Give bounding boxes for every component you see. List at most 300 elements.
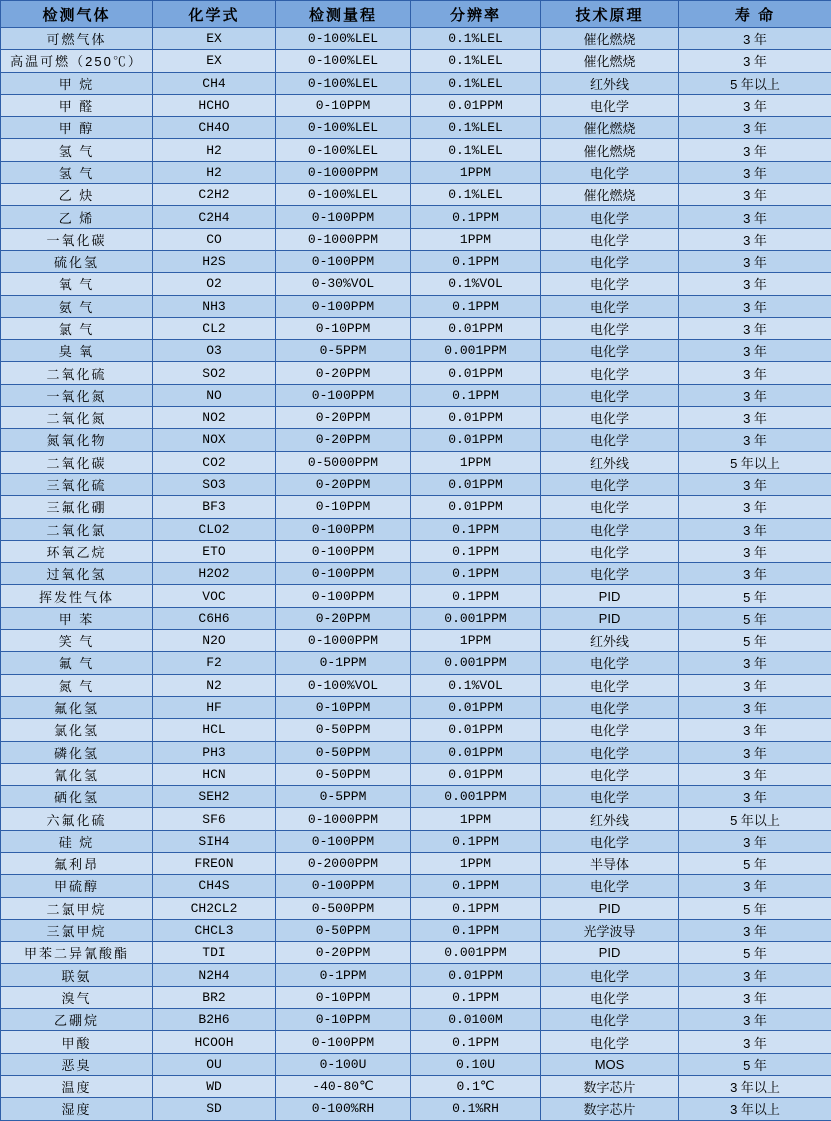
- table-row: [1, 1031, 831, 1053]
- cell-lifetime: 3 年: [679, 986, 831, 1008]
- cell-lifetime: 5 年: [679, 585, 831, 607]
- table-row: [1, 473, 831, 495]
- cell-range: 0-5PPM: [276, 786, 411, 808]
- cell-lifetime: 3 年: [679, 964, 831, 986]
- cell-principle: 电化学: [541, 161, 679, 183]
- cell-lifetime: 3 年: [679, 540, 831, 562]
- cell-formula: VOC: [153, 585, 276, 607]
- cell-lifetime: 3 年: [679, 919, 831, 941]
- cell-principle: 电化学: [541, 273, 679, 295]
- cell-resolution: 0.1PPM: [411, 585, 541, 607]
- cell-gas: 甲硫醇: [1, 875, 153, 897]
- table-row: [1, 719, 831, 741]
- cell-range: 0-1PPM: [276, 964, 411, 986]
- table-row: [1, 674, 831, 696]
- table-row: [1, 630, 831, 652]
- cell-formula: BR2: [153, 986, 276, 1008]
- cell-range: 0-50PPM: [276, 719, 411, 741]
- table-row: [1, 563, 831, 585]
- cell-formula: SD: [153, 1098, 276, 1120]
- cell-range: 0-10PPM: [276, 317, 411, 339]
- cell-range: 0-20PPM: [276, 473, 411, 495]
- cell-lifetime: 3 年: [679, 228, 831, 250]
- table-row: [1, 50, 831, 72]
- cell-formula: HCN: [153, 763, 276, 785]
- cell-formula: NH3: [153, 295, 276, 317]
- cell-lifetime: 3 年: [679, 518, 831, 540]
- cell-gas: 环氧乙烷: [1, 540, 153, 562]
- cell-lifetime: 5 年以上: [679, 72, 831, 94]
- table-row: [1, 1009, 831, 1031]
- cell-range: 0-100PPM: [276, 250, 411, 272]
- cell-lifetime: 3 年: [679, 273, 831, 295]
- cell-resolution: 0.1PPM: [411, 986, 541, 1008]
- cell-gas: 氰化氢: [1, 763, 153, 785]
- table-body: [1, 28, 831, 1121]
- cell-principle: MOS: [541, 1053, 679, 1075]
- cell-resolution: 0.1%VOL: [411, 674, 541, 696]
- cell-lifetime: 3 年: [679, 407, 831, 429]
- cell-resolution: 0.1%RH: [411, 1098, 541, 1120]
- cell-gas: 臭 氧: [1, 340, 153, 362]
- cell-formula: N2: [153, 674, 276, 696]
- table-row: [1, 362, 831, 384]
- cell-resolution: 0.01PPM: [411, 407, 541, 429]
- cell-lifetime: 5 年以上: [679, 451, 831, 473]
- table-row: [1, 117, 831, 139]
- cell-lifetime: 3 年: [679, 763, 831, 785]
- cell-lifetime: 3 年: [679, 206, 831, 228]
- cell-principle: 电化学: [541, 317, 679, 339]
- column-header-range: 检测量程: [276, 1, 411, 28]
- cell-formula: SIH4: [153, 830, 276, 852]
- cell-principle: 电化学: [541, 741, 679, 763]
- table-row: [1, 919, 831, 941]
- cell-range: 0-2000PPM: [276, 852, 411, 874]
- cell-range: 0-1000PPM: [276, 808, 411, 830]
- cell-principle: 数字芯片: [541, 1075, 679, 1097]
- cell-lifetime: 3 年: [679, 250, 831, 272]
- cell-range: 0-10PPM: [276, 696, 411, 718]
- cell-principle: 电化学: [541, 94, 679, 116]
- table-row: [1, 295, 831, 317]
- cell-lifetime: 3 年: [679, 696, 831, 718]
- table-row: [1, 741, 831, 763]
- cell-formula: H2: [153, 139, 276, 161]
- cell-resolution: 0.01PPM: [411, 362, 541, 384]
- table-row: [1, 161, 831, 183]
- table-row: [1, 273, 831, 295]
- cell-formula: NO: [153, 384, 276, 406]
- cell-principle: 电化学: [541, 719, 679, 741]
- cell-gas: 乙 烯: [1, 206, 153, 228]
- cell-gas: 挥发性气体: [1, 585, 153, 607]
- table-row: [1, 1098, 831, 1120]
- cell-lifetime: 5 年: [679, 1053, 831, 1075]
- cell-formula: HF: [153, 696, 276, 718]
- cell-formula: CL2: [153, 317, 276, 339]
- table-row: [1, 340, 831, 362]
- cell-resolution: 1PPM: [411, 228, 541, 250]
- cell-principle: 电化学: [541, 1031, 679, 1053]
- cell-resolution: 0.1PPM: [411, 250, 541, 272]
- cell-resolution: 0.1PPM: [411, 384, 541, 406]
- cell-principle: 电化学: [541, 496, 679, 518]
- cell-principle: 电化学: [541, 1009, 679, 1031]
- cell-resolution: 0.1PPM: [411, 563, 541, 585]
- cell-gas: 二氯甲烷: [1, 897, 153, 919]
- cell-resolution: 0.01PPM: [411, 317, 541, 339]
- cell-lifetime: 5 年: [679, 897, 831, 919]
- cell-range: 0-1000PPM: [276, 228, 411, 250]
- cell-formula: B2H6: [153, 1009, 276, 1031]
- table-row: [1, 607, 831, 629]
- column-header-formula: 化学式: [153, 1, 276, 28]
- cell-range: -40-80℃: [276, 1075, 411, 1097]
- cell-formula: SEH2: [153, 786, 276, 808]
- cell-lifetime: 5 年: [679, 607, 831, 629]
- cell-principle: 红外线: [541, 630, 679, 652]
- cell-range: 0-20PPM: [276, 607, 411, 629]
- cell-range: 0-100%LEL: [276, 139, 411, 161]
- cell-gas: 氮 气: [1, 674, 153, 696]
- cell-resolution: 1PPM: [411, 808, 541, 830]
- table-row: [1, 585, 831, 607]
- cell-lifetime: 3 年: [679, 94, 831, 116]
- cell-principle: 电化学: [541, 763, 679, 785]
- cell-principle: 电化学: [541, 563, 679, 585]
- cell-formula: SF6: [153, 808, 276, 830]
- cell-lifetime: 5 年以上: [679, 808, 831, 830]
- cell-principle: 电化学: [541, 340, 679, 362]
- cell-gas: 高温可燃（250℃）: [1, 50, 153, 72]
- cell-formula: C2H2: [153, 184, 276, 206]
- cell-gas: 甲苯二异氰酸酯: [1, 942, 153, 964]
- cell-range: 0-20PPM: [276, 407, 411, 429]
- cell-range: 0-50PPM: [276, 763, 411, 785]
- cell-resolution: 0.01PPM: [411, 696, 541, 718]
- cell-principle: 半导体: [541, 852, 679, 874]
- cell-formula: SO2: [153, 362, 276, 384]
- cell-gas: 甲 醇: [1, 117, 153, 139]
- cell-formula: HCOOH: [153, 1031, 276, 1053]
- table-row: [1, 496, 831, 518]
- cell-range: 0-100PPM: [276, 563, 411, 585]
- cell-resolution: 0.001PPM: [411, 340, 541, 362]
- cell-principle: 电化学: [541, 250, 679, 272]
- cell-formula: ETO: [153, 540, 276, 562]
- cell-lifetime: 3 年: [679, 117, 831, 139]
- cell-range: 0-100%LEL: [276, 28, 411, 50]
- cell-resolution: 1PPM: [411, 451, 541, 473]
- cell-principle: 电化学: [541, 964, 679, 986]
- cell-resolution: 0.1%LEL: [411, 72, 541, 94]
- cell-gas: 氟化氢: [1, 696, 153, 718]
- cell-resolution: 0.01PPM: [411, 94, 541, 116]
- cell-formula: NO2: [153, 407, 276, 429]
- column-header-gas: 检测气体: [1, 1, 153, 28]
- table-row: [1, 384, 831, 406]
- cell-lifetime: 3 年: [679, 1031, 831, 1053]
- cell-formula: CH4O: [153, 117, 276, 139]
- table-row: [1, 830, 831, 852]
- cell-range: 0-100%LEL: [276, 72, 411, 94]
- cell-lifetime: 5 年: [679, 630, 831, 652]
- table-row: [1, 808, 831, 830]
- cell-gas: 甲 烷: [1, 72, 153, 94]
- cell-lifetime: 3 年: [679, 295, 831, 317]
- cell-gas: 笑 气: [1, 630, 153, 652]
- cell-formula: N2H4: [153, 964, 276, 986]
- cell-range: 0-100%LEL: [276, 50, 411, 72]
- cell-principle: PID: [541, 585, 679, 607]
- cell-principle: 电化学: [541, 206, 679, 228]
- cell-principle: 电化学: [541, 429, 679, 451]
- table-row: [1, 407, 831, 429]
- cell-gas: 二氧化碳: [1, 451, 153, 473]
- cell-range: 0-20PPM: [276, 942, 411, 964]
- cell-range: 0-5PPM: [276, 340, 411, 362]
- table-row: [1, 652, 831, 674]
- cell-resolution: 0.1%LEL: [411, 28, 541, 50]
- cell-formula: O2: [153, 273, 276, 295]
- cell-principle: 电化学: [541, 674, 679, 696]
- cell-range: 0-100%LEL: [276, 117, 411, 139]
- cell-range: 0-100PPM: [276, 295, 411, 317]
- cell-gas: 硒化氢: [1, 786, 153, 808]
- cell-resolution: 0.01PPM: [411, 719, 541, 741]
- cell-resolution: 0.1PPM: [411, 897, 541, 919]
- cell-principle: 电化学: [541, 986, 679, 1008]
- cell-formula: NOX: [153, 429, 276, 451]
- table-row: [1, 986, 831, 1008]
- cell-formula: CH4: [153, 72, 276, 94]
- cell-formula: CH2CL2: [153, 897, 276, 919]
- cell-lifetime: 3 年: [679, 563, 831, 585]
- cell-principle: PID: [541, 607, 679, 629]
- header-row: [1, 1, 831, 28]
- cell-gas: 三氧化硫: [1, 473, 153, 495]
- table-row: [1, 451, 831, 473]
- cell-gas: 二氧化氮: [1, 407, 153, 429]
- cell-principle: 催化燃烧: [541, 117, 679, 139]
- cell-formula: H2O2: [153, 563, 276, 585]
- cell-gas: 氟 气: [1, 652, 153, 674]
- cell-resolution: 0.1℃: [411, 1075, 541, 1097]
- table-row: [1, 763, 831, 785]
- cell-range: 0-100PPM: [276, 830, 411, 852]
- cell-range: 0-10PPM: [276, 94, 411, 116]
- cell-gas: 氨 气: [1, 295, 153, 317]
- cell-lifetime: 3 年: [679, 674, 831, 696]
- cell-range: 0-50PPM: [276, 919, 411, 941]
- cell-resolution: 0.1PPM: [411, 295, 541, 317]
- cell-principle: 红外线: [541, 72, 679, 94]
- cell-resolution: 0.01PPM: [411, 496, 541, 518]
- table-row: [1, 696, 831, 718]
- table-row: [1, 875, 831, 897]
- table-row: [1, 1053, 831, 1075]
- cell-gas: 联氨: [1, 964, 153, 986]
- cell-resolution: 0.1%LEL: [411, 50, 541, 72]
- table-row: [1, 942, 831, 964]
- cell-formula: HCHO: [153, 94, 276, 116]
- cell-resolution: 0.1%LEL: [411, 117, 541, 139]
- table-row: [1, 184, 831, 206]
- table-row: [1, 317, 831, 339]
- cell-range: 0-5000PPM: [276, 451, 411, 473]
- cell-range: 0-10PPM: [276, 496, 411, 518]
- cell-lifetime: 5 年: [679, 942, 831, 964]
- cell-lifetime: 3 年: [679, 362, 831, 384]
- cell-lifetime: 3 年: [679, 652, 831, 674]
- cell-principle: 电化学: [541, 384, 679, 406]
- cell-formula: EX: [153, 50, 276, 72]
- cell-range: 0-30%VOL: [276, 273, 411, 295]
- cell-gas: 甲 苯: [1, 607, 153, 629]
- cell-gas: 硅 烷: [1, 830, 153, 852]
- cell-resolution: 1PPM: [411, 161, 541, 183]
- cell-gas: 硫化氢: [1, 250, 153, 272]
- cell-resolution: 0.1%LEL: [411, 139, 541, 161]
- table-row: [1, 518, 831, 540]
- cell-resolution: 0.01PPM: [411, 429, 541, 451]
- column-header-resolution: 分辨率: [411, 1, 541, 28]
- cell-gas: 乙硼烷: [1, 1009, 153, 1031]
- cell-formula: TDI: [153, 942, 276, 964]
- cell-formula: H2: [153, 161, 276, 183]
- table-row: [1, 206, 831, 228]
- cell-gas: 氮氧化物: [1, 429, 153, 451]
- cell-principle: 电化学: [541, 228, 679, 250]
- cell-principle: 催化燃烧: [541, 184, 679, 206]
- cell-principle: 电化学: [541, 652, 679, 674]
- cell-gas: 六氟化硫: [1, 808, 153, 830]
- table-row: [1, 964, 831, 986]
- table-row: [1, 250, 831, 272]
- cell-formula: O3: [153, 340, 276, 362]
- cell-resolution: 0.1%LEL: [411, 184, 541, 206]
- cell-lifetime: 3 年: [679, 741, 831, 763]
- cell-lifetime: 3 年: [679, 496, 831, 518]
- cell-principle: 电化学: [541, 875, 679, 897]
- cell-resolution: 0.1PPM: [411, 518, 541, 540]
- cell-principle: PID: [541, 942, 679, 964]
- cell-principle: 电化学: [541, 696, 679, 718]
- cell-resolution: 0.1PPM: [411, 875, 541, 897]
- cell-range: 0-1000PPM: [276, 161, 411, 183]
- cell-lifetime: 3 年: [679, 384, 831, 406]
- cell-resolution: 1PPM: [411, 852, 541, 874]
- cell-gas: 可燃气体: [1, 28, 153, 50]
- cell-principle: 电化学: [541, 295, 679, 317]
- cell-resolution: 0.001PPM: [411, 607, 541, 629]
- cell-principle: 电化学: [541, 473, 679, 495]
- cell-lifetime: 3 年: [679, 50, 831, 72]
- cell-range: 0-20PPM: [276, 362, 411, 384]
- cell-principle: PID: [541, 897, 679, 919]
- cell-formula: OU: [153, 1053, 276, 1075]
- cell-gas: 三氯甲烷: [1, 919, 153, 941]
- cell-gas: 氯 气: [1, 317, 153, 339]
- cell-lifetime: 3 年: [679, 875, 831, 897]
- cell-principle: 电化学: [541, 830, 679, 852]
- table-row: [1, 228, 831, 250]
- cell-range: 0-100%LEL: [276, 184, 411, 206]
- cell-principle: 光学波导: [541, 919, 679, 941]
- cell-resolution: 0.1%VOL: [411, 273, 541, 295]
- cell-range: 0-100%RH: [276, 1098, 411, 1120]
- cell-principle: 电化学: [541, 362, 679, 384]
- cell-lifetime: 3 年: [679, 317, 831, 339]
- table-row: [1, 786, 831, 808]
- cell-resolution: 0.10U: [411, 1053, 541, 1075]
- table-row: [1, 429, 831, 451]
- table-row: [1, 28, 831, 50]
- cell-formula: CO: [153, 228, 276, 250]
- cell-principle: 催化燃烧: [541, 139, 679, 161]
- cell-lifetime: 3 年: [679, 830, 831, 852]
- cell-gas: 二氧化氯: [1, 518, 153, 540]
- cell-formula: CHCL3: [153, 919, 276, 941]
- cell-lifetime: 3 年: [679, 340, 831, 362]
- cell-formula: CH4S: [153, 875, 276, 897]
- cell-gas: 氧 气: [1, 273, 153, 295]
- cell-formula: N2O: [153, 630, 276, 652]
- cell-formula: FREON: [153, 852, 276, 874]
- cell-range: 0-100PPM: [276, 540, 411, 562]
- table-row: [1, 1075, 831, 1097]
- table-header: [1, 1, 831, 28]
- cell-lifetime: 3 年: [679, 184, 831, 206]
- cell-range: 0-100PPM: [276, 875, 411, 897]
- cell-resolution: 0.0100M: [411, 1009, 541, 1031]
- cell-gas: 甲酸: [1, 1031, 153, 1053]
- cell-formula: F2: [153, 652, 276, 674]
- cell-lifetime: 3 年: [679, 473, 831, 495]
- column-header-lifetime: 寿 命: [679, 1, 831, 28]
- cell-resolution: 0.001PPM: [411, 786, 541, 808]
- cell-lifetime: 5 年: [679, 852, 831, 874]
- cell-range: 0-100%VOL: [276, 674, 411, 696]
- cell-principle: 催化燃烧: [541, 28, 679, 50]
- cell-range: 0-1PPM: [276, 652, 411, 674]
- cell-gas: 过氧化氢: [1, 563, 153, 585]
- cell-gas: 乙 炔: [1, 184, 153, 206]
- cell-formula: H2S: [153, 250, 276, 272]
- cell-gas: 甲 醛: [1, 94, 153, 116]
- table-row: [1, 94, 831, 116]
- cell-formula: WD: [153, 1075, 276, 1097]
- table-row: [1, 540, 831, 562]
- cell-range: 0-20PPM: [276, 429, 411, 451]
- cell-resolution: 0.001PPM: [411, 652, 541, 674]
- cell-lifetime: 3 年: [679, 429, 831, 451]
- cell-lifetime: 3 年: [679, 28, 831, 50]
- cell-range: 0-100PPM: [276, 384, 411, 406]
- cell-resolution: 0.1PPM: [411, 919, 541, 941]
- cell-principle: 电化学: [541, 407, 679, 429]
- cell-formula: CLO2: [153, 518, 276, 540]
- cell-gas: 恶臭: [1, 1053, 153, 1075]
- cell-resolution: 0.1PPM: [411, 540, 541, 562]
- table-row: [1, 72, 831, 94]
- cell-range: 0-1000PPM: [276, 630, 411, 652]
- cell-range: 0-10PPM: [276, 986, 411, 1008]
- cell-principle: 数字芯片: [541, 1098, 679, 1120]
- column-header-principle: 技术原理: [541, 1, 679, 28]
- cell-principle: 电化学: [541, 540, 679, 562]
